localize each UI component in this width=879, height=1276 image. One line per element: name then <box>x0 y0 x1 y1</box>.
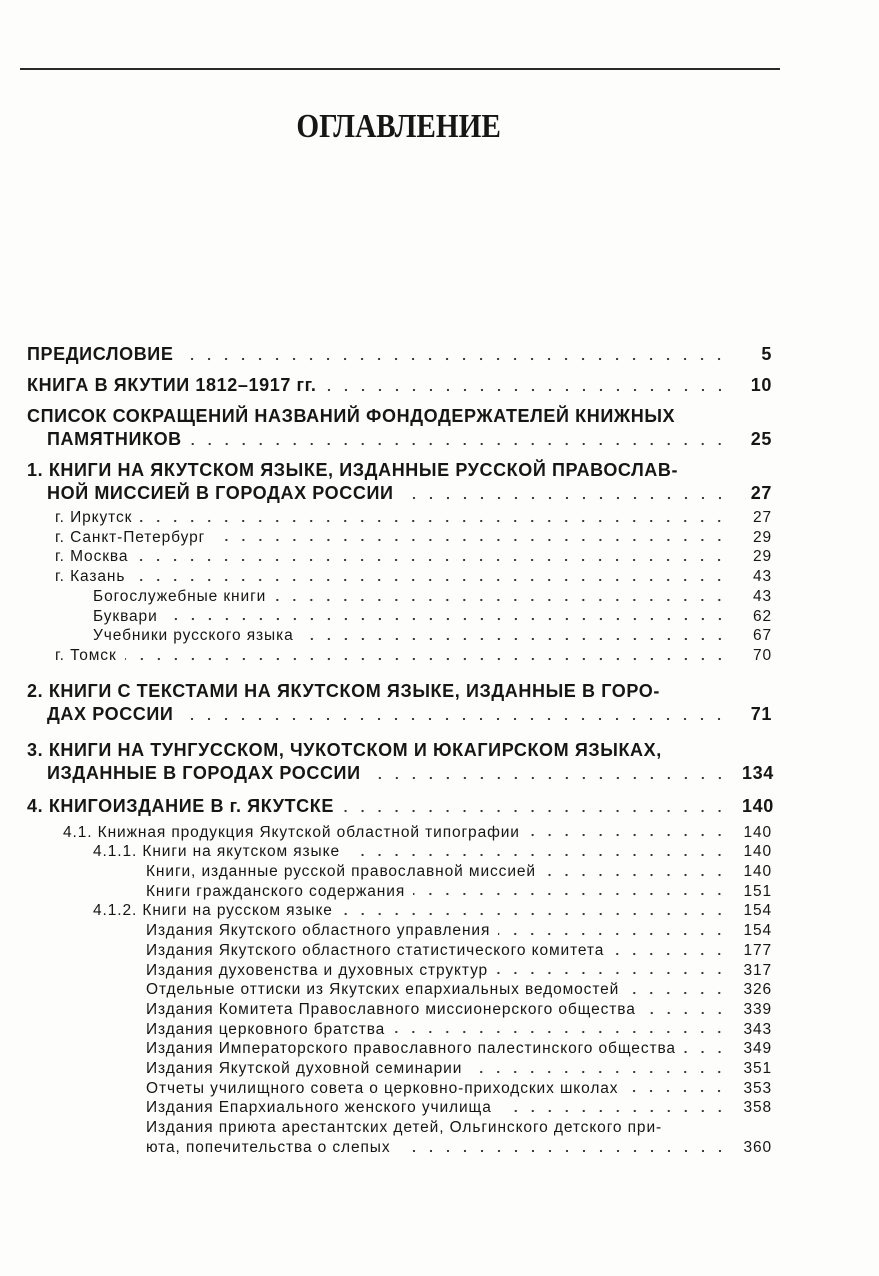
page-number: 5 <box>761 344 772 364</box>
toc-line <box>55 567 772 587</box>
dot-leader <box>325 388 728 392</box>
toc-entry-chapter-2[interactable] <box>27 680 772 726</box>
dot-leader <box>612 952 728 956</box>
toc-line <box>55 528 772 548</box>
toc-entry-title: Издания духовенства и духовных структур <box>146 961 489 979</box>
toc-entry-4-1-2[interactable] <box>27 901 772 921</box>
page-number: 351 <box>743 1060 772 1078</box>
toc-line <box>146 1020 772 1040</box>
toc-line <box>146 1138 772 1158</box>
toc-entry-title: ИЗДАННЫЕ В ГОРОДАХ РОССИИ <box>47 762 361 783</box>
toc-entry-title: Издания Епархиального женского училища <box>146 1099 492 1117</box>
toc-entry-missionary-society[interactable] <box>27 1000 772 1020</box>
toc-line <box>93 607 772 627</box>
page-number: 154 <box>743 922 772 940</box>
toc-entry-school-council[interactable] <box>27 1079 772 1099</box>
page-number: 29 <box>752 528 772 546</box>
toc-entry-title: ДАХ РОССИИ <box>47 703 174 724</box>
toc-entry-4-1[interactable] <box>27 823 772 843</box>
toc-entry-4-1-1[interactable] <box>27 842 772 862</box>
toc-entry-title: НОЙ МИССИЕЙ В ГОРОДАХ РОССИИ <box>47 483 394 503</box>
toc-entry-orphanage[interactable] <box>27 1118 772 1157</box>
dot-leader <box>302 637 728 641</box>
dot-leader <box>213 538 728 542</box>
toc-line <box>55 646 772 666</box>
toc-entry-title: СПИСОК СОКРАЩЕНИЙ НАЗВАНИЙ ФОНДОДЕРЖАТЕЛЕЙ КНИЖНЫХ <box>27 406 676 426</box>
toc-line <box>55 508 772 528</box>
toc-line <box>146 1079 772 1099</box>
dot-leader <box>181 717 728 721</box>
page-number: 62 <box>752 607 772 625</box>
toc-entry-regional-administration[interactable] <box>27 921 772 941</box>
toc-line <box>146 921 772 941</box>
toc-entry-mission-books[interactable] <box>27 862 772 882</box>
dot-leader <box>369 776 728 780</box>
toc-entry-civil-books[interactable] <box>27 882 772 902</box>
toc-entry-title: г. Иркутск <box>55 509 133 526</box>
toc-line <box>146 980 772 1000</box>
page-number: 70 <box>752 646 772 664</box>
page-number: 349 <box>743 1040 772 1058</box>
toc-line <box>27 680 772 703</box>
toc-line <box>93 842 772 862</box>
page-number: 358 <box>743 1099 772 1117</box>
toc-line <box>146 1039 772 1059</box>
toc-entry-church-brotherhood[interactable] <box>27 1020 772 1040</box>
toc-entry-womens-school[interactable] <box>27 1098 772 1118</box>
toc-entry-title: Издания Якутской духовной семинарии <box>146 1060 463 1078</box>
toc-entry-diocesan-offprints[interactable] <box>27 980 772 1000</box>
toc-entry-title: Издания Императорского православного палестинского общества <box>146 1040 676 1058</box>
toc-entry-title: 1. КНИГИ НА ЯКУТСКОМ ЯЗЫКЕ, ИЗДАННЫЕ РУССКОЙ ПРАВОСЛАВ- <box>27 460 679 480</box>
page-number: 27 <box>750 483 772 503</box>
toc-entry-title: ПРЕДИСЛОВИЕ <box>27 344 174 364</box>
toc-entry-title: Богослужебные книги <box>93 587 267 605</box>
toc-line <box>146 1059 772 1079</box>
toc-line <box>146 941 772 961</box>
dot-leader <box>413 892 728 896</box>
toc-entry-liturgical-books[interactable] <box>27 587 772 607</box>
dot-leader <box>393 1030 728 1034</box>
page-number: 326 <box>743 981 772 999</box>
toc-entry-tomsk[interactable] <box>27 646 772 666</box>
toc-line <box>27 795 772 818</box>
header-rule <box>20 68 780 70</box>
dot-leader <box>136 558 728 562</box>
dot-leader <box>274 598 728 602</box>
dot-leader <box>190 442 728 446</box>
toc-entry-title: 4.1.2. Книги на русском языке <box>93 902 333 920</box>
toc-entry-saint-petersburg[interactable] <box>27 528 772 548</box>
page-number: 317 <box>743 961 772 979</box>
toc-line <box>27 374 772 397</box>
toc-entry-title: Издания Якутского областного управления <box>146 922 491 940</box>
dot-leader <box>470 1070 728 1074</box>
toc-line <box>93 901 772 921</box>
toc-line <box>146 1098 772 1118</box>
toc-entry-title: 4. КНИГОИЗДАНИЕ В г. ЯКУТСКЕ <box>27 795 334 816</box>
page-number: 151 <box>743 882 772 900</box>
toc-entry-title: 4.1.1. Книги на якутском языке <box>93 843 340 861</box>
page-title: ОГЛАВЛЕНИЕ <box>296 108 501 145</box>
toc-line <box>27 703 772 726</box>
toc-entry-title: г. Казань <box>55 568 126 586</box>
page-number: 134 <box>742 762 774 783</box>
toc-entry-seminary[interactable] <box>27 1059 772 1079</box>
dot-leader <box>498 932 728 936</box>
toc-line <box>146 862 772 882</box>
page-number: 10 <box>750 375 772 395</box>
dot-leader <box>496 971 728 975</box>
page-number: 154 <box>743 902 772 920</box>
toc-line <box>63 823 772 843</box>
toc-entry-irkutsk[interactable] <box>27 508 772 528</box>
page-number: 25 <box>750 429 772 449</box>
page-number: 29 <box>752 548 772 566</box>
page-number: 140 <box>743 843 772 861</box>
toc-entry-title: Отчеты училищного совета о церковно-приходских школах <box>146 1079 619 1097</box>
dot-leader <box>402 496 728 500</box>
toc-line <box>27 428 772 451</box>
dot-leader <box>166 617 728 621</box>
toc-entry-title: ПАМЯТНИКОВ <box>47 429 182 449</box>
dot-leader <box>644 1011 728 1015</box>
toc-line <box>27 482 772 505</box>
toc-line <box>27 762 772 785</box>
page-number: 140 <box>743 863 772 881</box>
toc-entry-title: 3. КНИГИ НА ТУНГУССКОМ, ЧУКОТСКОМ И ЮКАГИРСКОМ ЯЗЫКАХ, <box>27 739 662 760</box>
toc-entry-kazan[interactable] <box>27 567 772 587</box>
toc-entry-moscow[interactable] <box>27 547 772 567</box>
page-number: 27 <box>752 509 772 526</box>
toc-entry-title: Учебники русского языка <box>93 627 294 645</box>
dot-leader <box>341 912 728 916</box>
page-number: 360 <box>743 1138 772 1156</box>
dot-leader <box>181 357 728 361</box>
page-number: 67 <box>752 627 772 645</box>
toc-entry-russian-textbooks[interactable] <box>27 626 772 646</box>
toc-entry-chapter-3[interactable] <box>27 739 772 785</box>
toc-line <box>93 587 772 607</box>
toc-entry-title: 4.1. Книжная продукция Якутской областной типографии <box>63 823 520 841</box>
toc-entry-palestine-society[interactable] <box>27 1039 772 1059</box>
page-number: 71 <box>750 703 772 724</box>
toc-line <box>146 882 772 902</box>
dot-leader <box>399 1149 728 1153</box>
toc-entry-primers[interactable] <box>27 607 772 627</box>
page-number: 43 <box>752 587 772 605</box>
toc-entry-title: 2. КНИГИ С ТЕКСТАМИ НА ЯКУТСКОМ ЯЗЫКЕ, ИЗДАННЫЕ В ГОРО- <box>27 680 660 701</box>
toc-entry-title: Издания приюта арестантских детей, Ольгинского детского при- <box>146 1119 663 1137</box>
toc-line <box>146 1118 772 1138</box>
dot-leader <box>125 657 728 661</box>
toc-entry-title: г. Томск <box>55 646 117 664</box>
dot-leader <box>500 1109 728 1113</box>
toc-entry-chapter-4[interactable] <box>27 795 772 818</box>
page-number: 140 <box>743 823 772 841</box>
toc-entry-title: г. Москва <box>55 548 129 566</box>
toc-entry-preface[interactable] <box>27 343 772 366</box>
page-number: 343 <box>743 1020 772 1038</box>
toc-entry-title: КНИГА В ЯКУТИИ 1812–1917 гг. <box>27 375 317 395</box>
toc-line <box>93 626 772 646</box>
toc-line <box>27 343 772 366</box>
toc-entry-statistical-committee[interactable] <box>27 941 772 961</box>
page-number: 353 <box>743 1079 772 1097</box>
page-number: 43 <box>752 568 772 586</box>
page-number: 339 <box>743 1000 772 1018</box>
toc-entry-book-in-yakutia[interactable] <box>27 374 772 397</box>
toc-line <box>27 459 772 482</box>
toc-entry-title: Издания церковного братства <box>146 1020 386 1038</box>
table-of-contents <box>27 343 772 1158</box>
toc-entry-title: Книги гражданского содержания <box>146 882 406 900</box>
dot-leader <box>544 873 728 877</box>
dot-leader <box>342 809 728 813</box>
toc-entry-title: юта, попечительства о слепых <box>146 1138 391 1156</box>
toc-entry-title: Издания Якутского областного статистического комитета <box>146 941 605 959</box>
dot-leader <box>626 1089 728 1093</box>
toc-line <box>27 739 772 762</box>
toc-entry-title: Буквари <box>93 607 158 625</box>
page-number: 177 <box>743 941 772 959</box>
dot-leader <box>133 578 728 582</box>
dot-leader <box>684 1050 728 1054</box>
toc-line <box>146 1000 772 1020</box>
dot-leader <box>627 991 728 995</box>
dot-leader <box>348 853 728 857</box>
toc-entry-title: Книги, изданные русской православной миссией <box>146 863 536 881</box>
toc-line <box>55 547 772 567</box>
toc-entry-abbreviations[interactable] <box>27 405 772 451</box>
dot-leader <box>140 519 728 523</box>
toc-entry-title: г. Санкт-Петербург <box>55 528 206 546</box>
toc-entry-title: Издания Комитета Православного миссионерского общества <box>146 1000 636 1018</box>
dot-leader <box>528 833 728 837</box>
page-number: 140 <box>742 795 774 816</box>
toc-entry-chapter-1[interactable] <box>27 459 772 505</box>
toc-line <box>146 961 772 981</box>
toc-entry-clergy-publications[interactable] <box>27 961 772 981</box>
toc-line <box>27 405 772 428</box>
toc-entry-title: Отдельные оттиски из Якутских епархиальных ведомостей <box>146 981 620 999</box>
